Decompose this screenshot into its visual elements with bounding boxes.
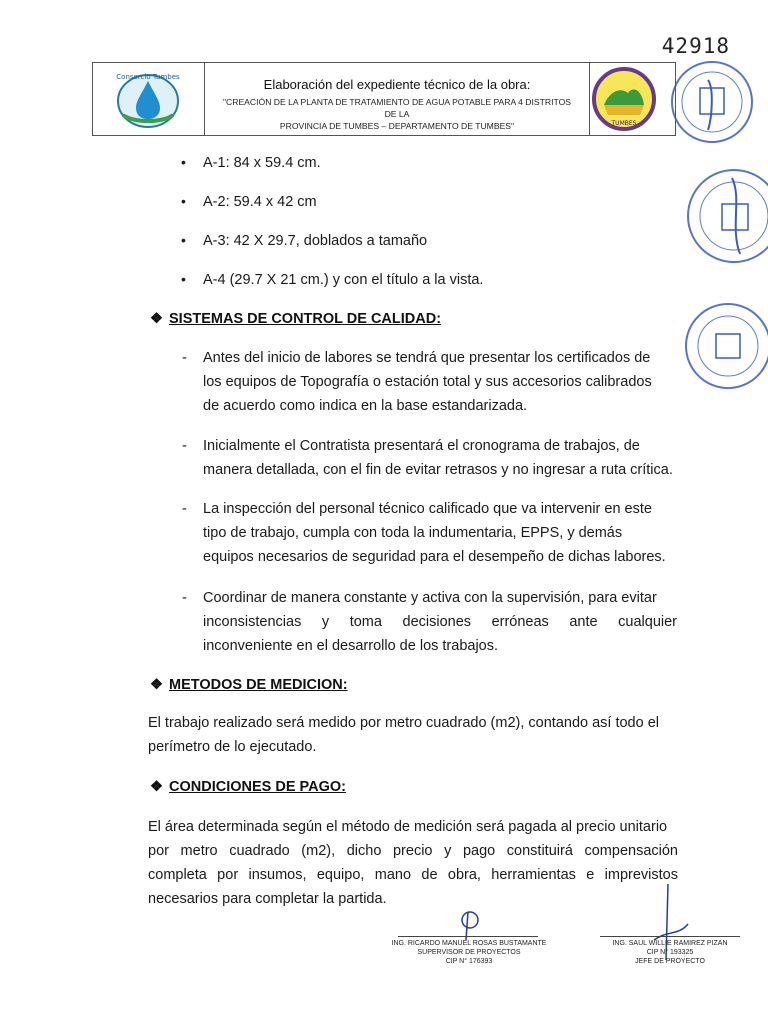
signature-line-right bbox=[600, 936, 740, 937]
signature-left: ING. RICARDO MANUEL ROSAS BUSTAMANTE SUPERVISOR DE PROYECTOS CIP N° 176393 bbox=[391, 938, 547, 965]
diamond-bullet-icon: ❖ bbox=[150, 311, 163, 327]
section-title-medicion: ❖ METODOS DE MEDICION: bbox=[150, 677, 348, 693]
format-item: • A-3: 42 X 29.7, doblados a tamaño bbox=[181, 232, 428, 249]
svg-text:Consorcio Tumbes: Consorcio Tumbes bbox=[116, 73, 180, 81]
list-item: - Coordinar de manera constante y activa con la supervisión, para evitar inconsistencias y toma decisiones erróneas ante cualquier inconveniente en el desarrollo de los trabajos. bbox=[203, 586, 677, 658]
bullet-icon: • bbox=[181, 271, 186, 287]
regional-government-stamp-top bbox=[668, 58, 768, 148]
regional-government-stamp-middle bbox=[682, 158, 768, 278]
format-item: • A-4 (29.7 X 21 cm.) y con el título a la vista. bbox=[181, 271, 484, 288]
header-subtitle: "CREACIÓN DE LA PLANTA DE TRATAMIENTO DE AGUA POTABLE PARA 4 DISTRITOS DE LA PROVINCIA DE TUMBES – DEPARTAMENTO DE TUMBES" bbox=[222, 97, 571, 131]
diamond-bullet-icon: ❖ bbox=[150, 677, 163, 693]
consortium-logo bbox=[93, 63, 205, 135]
dash-bullet-icon: - bbox=[182, 350, 187, 366]
format-item: • A-2: 59.4 x 42 cm bbox=[181, 193, 317, 210]
regional-government-stamp-bottom bbox=[678, 300, 768, 400]
bullet-icon: • bbox=[181, 154, 186, 170]
dash-bullet-icon: - bbox=[182, 590, 187, 606]
list-item: - Inicialmente el Contratista presentará el cronograma de trabajos, de manera detallada, con el fin de evitar retrasos y no ingresar a ruta crítica. bbox=[203, 434, 677, 482]
header-center bbox=[205, 63, 589, 135]
section-title-pago: ❖ CONDICIONES DE PAGO: bbox=[150, 779, 346, 795]
bullet-icon: • bbox=[181, 232, 186, 248]
list-item: - Antes del inicio de labores se tendrá que presentar los certificados de los equipos de Topografía o estación total y sus accesorios calibrados de acuerdo como indica en la base estandarizada. bbox=[203, 346, 677, 418]
signature-right: ING. SAUL WILLIE RAMIREZ PIZAN CIP N° 193325 JEFE DE PROYECTO bbox=[612, 938, 728, 965]
page-number: 42918 bbox=[661, 34, 730, 58]
format-item: • A-1: 84 x 59.4 cm. bbox=[181, 154, 321, 171]
paragraph-pago: El área determinada según el método de medición será pagada al precio unitario por metro cuadrado (m2), dicho precio y pago constituirá compensación completa por insumos, equipo, mano de obra, herramientas e imprevistos necesarios para completar la partida. bbox=[148, 819, 678, 907]
dash-bullet-icon: - bbox=[182, 501, 187, 517]
document-header bbox=[92, 62, 676, 136]
diamond-bullet-icon: ❖ bbox=[150, 779, 163, 795]
header-title: Elaboración del expediente técnico de la obra: bbox=[263, 77, 531, 92]
bullet-icon: • bbox=[181, 193, 186, 209]
section-title-calidad: ❖ SISTEMAS DE CONTROL DE CALIDAD: bbox=[150, 311, 442, 327]
paragraph-medicion: El trabajo realizado será medido por metro cuadrado (m2), contando así todo el perímetro de lo ejecutado. bbox=[148, 715, 660, 755]
list-item: - La inspección del personal técnico calificado que va intervenir en este tipo de trabajo, cumpla con toda la indumentaria, EPPS, y demás equipos necesarios de seguridad para el desempeño de dichas labores. bbox=[203, 497, 677, 569]
dash-bullet-icon: - bbox=[182, 438, 187, 454]
signature-line-left bbox=[398, 936, 538, 937]
svg-text:TUMBES: TUMBES bbox=[611, 120, 637, 127]
tumbes-seal bbox=[589, 63, 675, 135]
